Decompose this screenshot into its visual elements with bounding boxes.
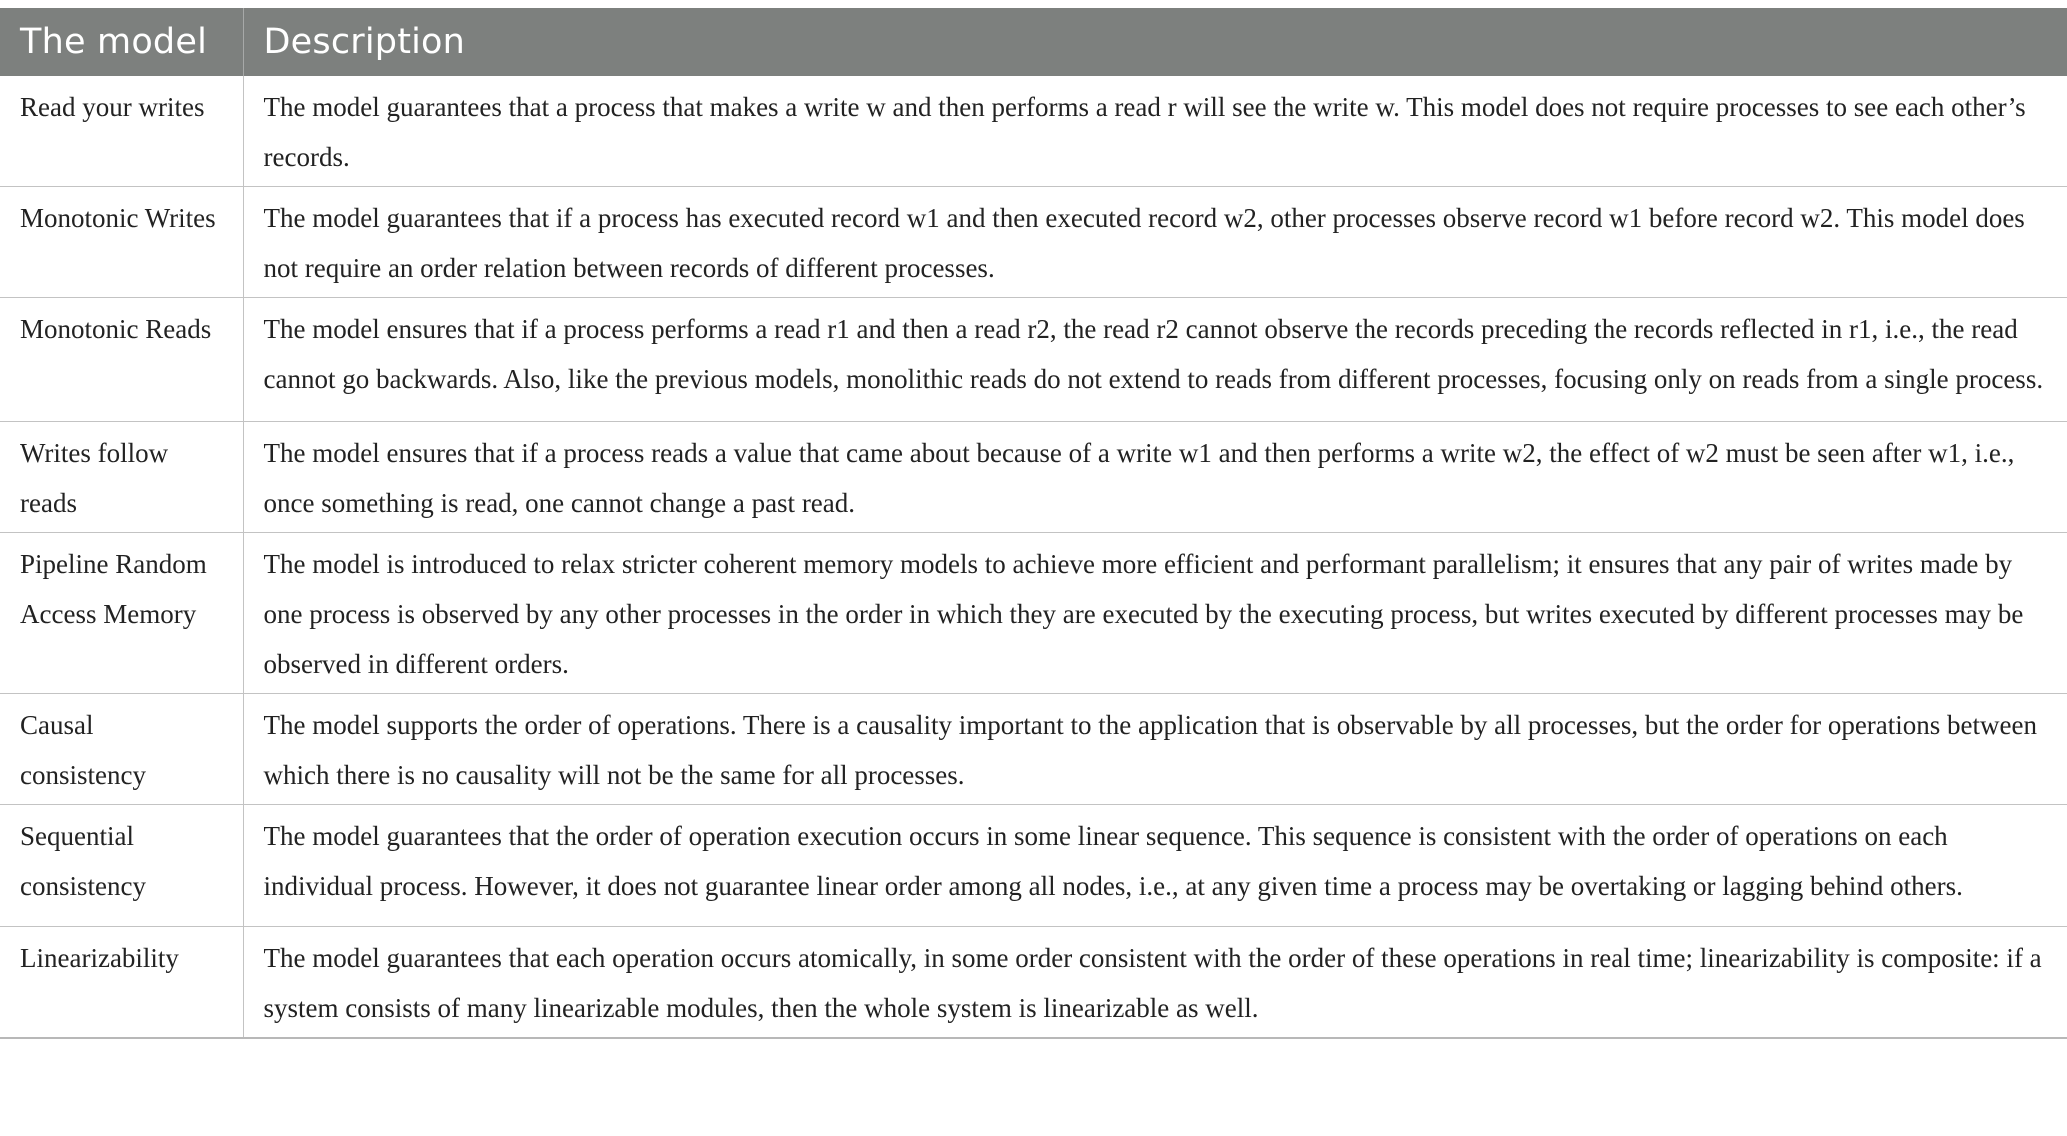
table-row [0,533,2067,694]
model-name-cell: Pipeline Random Access Memory [0,533,243,694]
model-description-cell: The model guarantees that the order of operation execution occurs in some linear sequence. This sequence is consistent with the order of operations on each individual process. However, it does not guarantee linear order among all nodes, i.e., at any given time a process may be overtaking or lagging behind others. [243,805,2067,927]
table-row [0,805,2067,927]
model-description-cell: The model ensures that if a process performs a read r1 and then a read r2, the read r2 cannot observe the records preceding the records reflected in r1, i.e., the read cannot go backwards. Also, like the previous models, monolithic reads do not extend to reads from different processes, focusing only on reads from a single process. [243,298,2067,422]
model-description-cell: The model is introduced to relax stricter coherent memory models to achieve more efficient and performant parallelism; it ensures that any pair of writes made by one process is observed by any other processes in the order in which they are executed by the executing process, but writes executed by different processes may be observed in different orders. [243,533,2067,694]
header-row [0,8,2067,76]
model-name-cell: Causal consistency [0,694,243,805]
table-row [0,298,2067,422]
table-body [0,76,2067,1038]
table-row [0,187,2067,298]
model-name-cell: Monotonic Reads [0,298,243,422]
model-name-cell: Read your writes [0,76,243,187]
table-row [0,927,2067,1039]
table-row [0,694,2067,805]
table-row [0,422,2067,533]
table-header [0,8,2067,76]
header-description: Description [243,8,2067,76]
model-description-cell: The model supports the order of operations. There is a causality important to the application that is observable by all processes, but the order for operations between which there is no causality will not be the same for all processes. [243,694,2067,805]
consistency-models-table-container [0,8,2067,1039]
model-description-cell: The model guarantees that each operation occurs atomically, in some order consistent with the order of these operations in real time; linearizability is composite: if a system consists of many linearizable modules, then the whole system is linearizable as well. [243,927,2067,1039]
model-description-cell: The model guarantees that if a process has executed record w1 and then executed record w2, other processes observe record w1 before record w2. This model does not require an order relation between records of different processes. [243,187,2067,298]
model-name-cell: Monotonic Writes [0,187,243,298]
consistency-models-table [0,8,2067,1039]
header-model: The model [0,8,243,76]
table-row [0,76,2067,187]
model-name-cell: Linearizability [0,927,243,1039]
model-description-cell: The model guarantees that a process that makes a write w and then performs a read r will see the write w. This model does not require processes to see each other’s records. [243,76,2067,187]
model-name-cell: Writes follow reads [0,422,243,533]
model-name-cell: Sequential consistency [0,805,243,927]
model-description-cell: The model ensures that if a process reads a value that came about because of a write w1 and then performs a write w2, the effect of w2 must be seen after w1, i.e., once something is read, one cannot change a past read. [243,422,2067,533]
